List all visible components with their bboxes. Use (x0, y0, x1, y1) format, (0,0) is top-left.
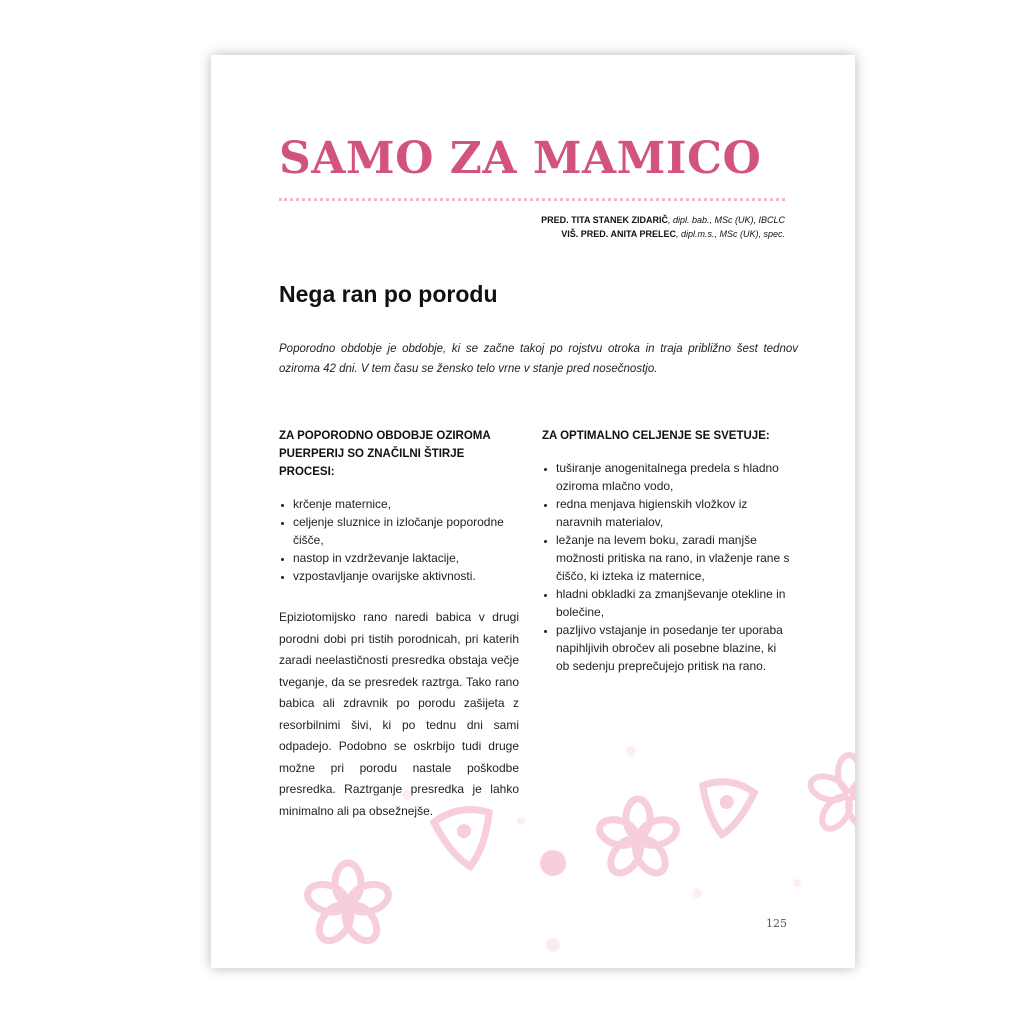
list-item: • ležanje na levem boku, zaradi manjše možnosti pritiska na rano, in vlaženje rane s čiščo, ki izteka iz maternice, (556, 531, 792, 585)
author-name: PRED. TITA STANEK ZIDARIČ (541, 215, 668, 225)
article-heading: Nega ran po porodu (279, 281, 498, 307)
right-column-heading: ZA OPTIMALNO CELJENJE SE SVETUJE: (542, 430, 770, 442)
list-item: • redna menjava higienskih vložkov iz naravnih materialov, (556, 495, 792, 531)
author-name: VIŠ. PRED. ANITA PRELEC (561, 229, 676, 239)
triangle-ornament-icon (433, 806, 498, 872)
author-credentials: , dipl.m.s., MSc (UK), spec. (675, 229, 785, 239)
page-number: 125 (766, 917, 787, 930)
dot-ornament (626, 746, 636, 756)
body-paragraph: Epiziotomijsko rano naredi babica v drugi porodni dobi pri tistih porodnicah, pri katerih zaradi neelastičnosti presredka obstaja večje tveganje, da se presredek raztrga. Tako rano babica ali zdravnik po porodu zašijeta z resorbilnimi šivi, ki po tednu dni sami odpadejo. Podobno se oskrbijo tudi druge možne pri porodu nastale poškodbe presredka. Raztrganje presredka je lahko minimalno ali pa obsežnejše. (279, 610, 519, 818)
dot-ornament (546, 938, 560, 952)
flower-icon (808, 755, 855, 834)
list-item: • vzpostavljanje ovarijske aktivnosti. (293, 567, 519, 585)
page-title: SAMO ZA MAMICO (279, 133, 762, 184)
dot-ornament (402, 790, 412, 800)
intro-paragraph: Poporodno obdobje je obdobje, ki se začne takoj po rojstvu otroka in traja približno šest tednov oziroma 42 dni. V tem času se žensko telo vrne v stanje pred nosečnostjo. (279, 343, 798, 375)
list-item: • nastop in vzdrževanje laktacije, (293, 549, 519, 567)
dot-ornament (540, 850, 566, 876)
list-item: • krčenje maternice, (293, 495, 519, 513)
list-item: • pazljivo vstajanje in posedanje ter uporaba napihljivih obročev ali posebne blazine, ki ob sedenju preprečujejo pritisk na rano. (556, 621, 792, 675)
flower-icon (596, 799, 680, 878)
document-page (211, 55, 855, 968)
list-item: • tuširanje anogenitalnega predela s hladno oziroma mlačno vodo, (556, 459, 792, 495)
list-item: • celjenje sluznice in izločanje poporodne čišče, (293, 513, 519, 549)
floral-decoration (211, 55, 855, 968)
list-item: • hladni obkladki za zmanjševanje otekline in bolečine, (556, 585, 792, 621)
dot-ornament (517, 817, 525, 825)
flower-icon (304, 863, 392, 947)
author-credentials: , dipl. bab., MSc (UK), IBCLC (667, 215, 785, 225)
dot-ornament (793, 879, 801, 887)
dot-ornament (692, 888, 702, 898)
left-column-heading: ZA POPORODNO OBDOBJE OZIROMA PUERPERIJ SO ZNAČILNI ŠTIRJE PROCESI: (279, 430, 491, 478)
triangle-ornament-icon (696, 779, 755, 839)
